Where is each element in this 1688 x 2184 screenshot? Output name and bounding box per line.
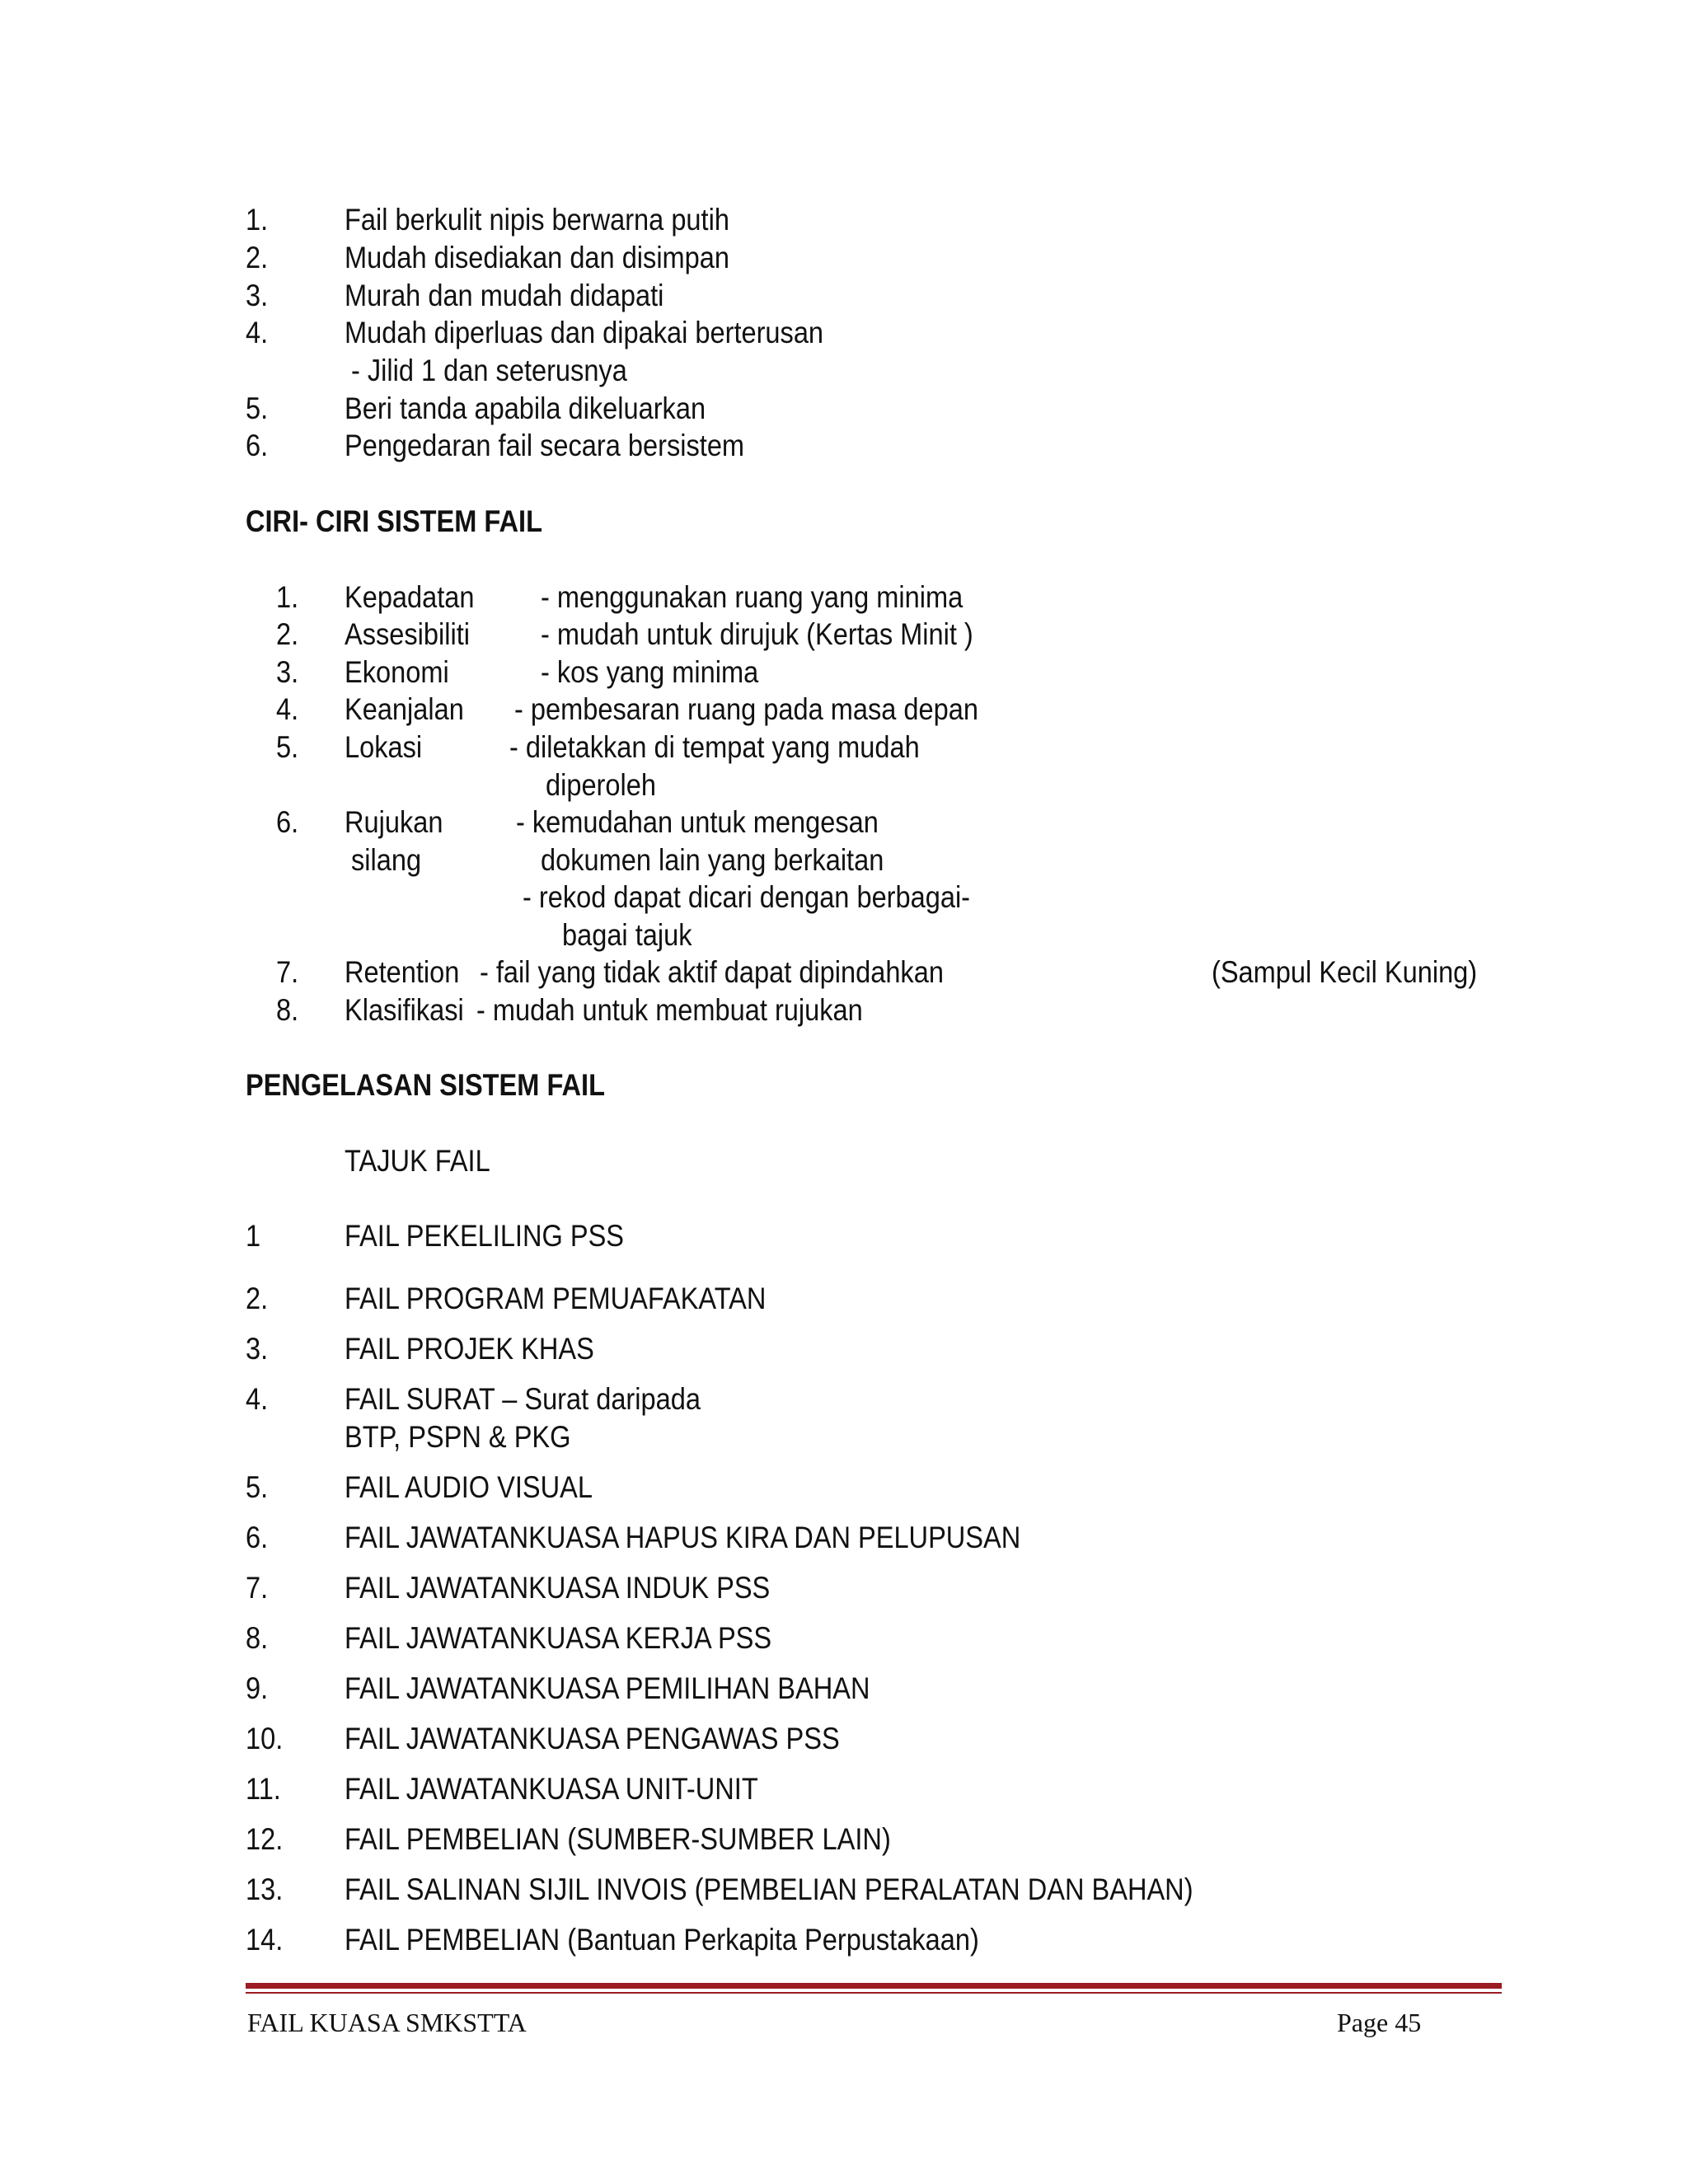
list-item-number: 2. xyxy=(246,1282,269,1315)
list-item: FAIL PROJEK KHAS xyxy=(345,1332,594,1366)
subheading-tajuk-fail: TAJUK FAIL xyxy=(345,1144,490,1178)
list-item: FAIL PROGRAM PEMUAFAKATAN xyxy=(345,1282,767,1315)
ciri-term: Keanjalan xyxy=(345,692,464,726)
ciri-desc-extra: - rekod dapat dicari dengan berbagai- xyxy=(523,880,971,914)
list-item: FAIL JAWATANKUASA KERJA PSS xyxy=(345,1621,772,1655)
ciri-desc: - mudah untuk dirujuk (Kertas Minit ) xyxy=(541,617,973,651)
ciri-term: Ekonomi xyxy=(345,655,449,689)
list-item-number: 7. xyxy=(276,955,299,989)
ciri-term: Assesibiliti xyxy=(345,617,470,651)
ciri-term-cont: silang xyxy=(351,843,422,877)
footer-rule-thick xyxy=(246,1983,1502,1989)
list-item-number: 4. xyxy=(246,1382,269,1416)
list-item-number: 1. xyxy=(276,580,299,614)
ciri-desc: - mudah untuk membuat rujukan xyxy=(476,993,863,1027)
list-item: Beri tanda apabila dikeluarkan xyxy=(345,391,706,425)
ciri-term: Kepadatan xyxy=(345,580,475,614)
list-item: FAIL JAWATANKUASA UNIT-UNIT xyxy=(345,1772,758,1806)
list-item-number: 5. xyxy=(276,730,299,764)
ciri-term: Retention xyxy=(345,955,460,989)
list-item-number: 3. xyxy=(246,1332,269,1366)
page-number: Page 45 xyxy=(1337,2008,1422,2037)
list-item-number: 8. xyxy=(276,993,299,1027)
ciri-desc: - kemudahan untuk mengesan xyxy=(516,805,879,839)
list-item-number: 7. xyxy=(246,1571,269,1605)
list-item: Fail berkulit nipis berwarna putih xyxy=(345,203,729,237)
ciri-desc-cont: bagai tajuk xyxy=(562,918,692,952)
list-item-number: 14. xyxy=(246,1923,284,1957)
list-item: FAIL AUDIO VISUAL xyxy=(345,1470,593,1504)
list-item: FAIL JAWATANKUASA INDUK PSS xyxy=(345,1571,771,1605)
list-item: Mudah disediakan dan disimpan xyxy=(345,241,730,274)
list-item: FAIL SALINAN SIJIL INVOIS (PEMBELIAN PERALATAN DAN BAHAN) xyxy=(345,1872,1193,1906)
list-item-number: 1 xyxy=(246,1219,261,1253)
list-item-number: 12. xyxy=(246,1822,284,1856)
list-item-number: 5. xyxy=(246,1470,269,1504)
list-item: FAIL PEMBELIAN (SUMBER-SUMBER LAIN) xyxy=(345,1822,891,1856)
ciri-desc: - fail yang tidak aktif dapat dipindahkan xyxy=(480,955,944,989)
footer-rule-thin xyxy=(246,1992,1502,1994)
list-item-number: 2. xyxy=(276,617,299,651)
list-item: Mudah diperluas dan dipakai berterusan xyxy=(345,316,824,349)
ciri-desc: - kos yang minima xyxy=(541,655,759,689)
list-item: FAIL JAWATANKUASA HAPUS KIRA DAN PELUPUSAN xyxy=(345,1521,1021,1554)
footer-title: FAIL KUASA SMKSTTA xyxy=(247,2008,527,2037)
ciri-term: Klasifikasi xyxy=(345,993,464,1027)
list-item: Pengedaran fail secara bersistem xyxy=(345,429,745,462)
list-item: FAIL SURAT – Surat daripada xyxy=(345,1382,701,1416)
ciri-desc: - diletakkan di tempat yang mudah xyxy=(509,730,920,764)
list-item-number: 9. xyxy=(246,1671,269,1705)
list-item-number: 4. xyxy=(276,692,299,726)
list-item-cont: BTP, PSPN & PKG xyxy=(345,1420,571,1454)
list-item-number: 10. xyxy=(246,1722,284,1755)
list-item-number: 4. xyxy=(246,316,269,349)
list-item-number: 5. xyxy=(246,391,269,425)
list-item-number: 3. xyxy=(246,279,269,312)
list-item: Murah dan mudah didapati xyxy=(345,279,664,312)
section-heading-ciri: CIRI- CIRI SISTEM FAIL xyxy=(246,504,542,538)
ciri-desc: - pembesaran ruang pada masa depan xyxy=(514,692,978,726)
list-item-number: 2. xyxy=(246,241,269,274)
ciri-note: (Sampul Kecil Kuning) xyxy=(1212,955,1478,989)
list-item: FAIL JAWATANKUASA PENGAWAS PSS xyxy=(345,1722,840,1755)
list-item-number: 6. xyxy=(246,1521,269,1554)
list-item-number: 6. xyxy=(276,805,299,839)
ciri-term: Rujukan xyxy=(345,805,443,839)
list-item: FAIL PEKELILING PSS xyxy=(345,1219,625,1253)
list-item-number: 1. xyxy=(246,203,269,237)
ciri-desc: - menggunakan ruang yang minima xyxy=(541,580,964,614)
list-item-number: 6. xyxy=(246,429,269,462)
ciri-term: Lokasi xyxy=(345,730,423,764)
list-item-number: 3. xyxy=(276,655,299,689)
list-item-number: 8. xyxy=(246,1621,269,1655)
list-item: FAIL JAWATANKUASA PEMILIHAN BAHAN xyxy=(345,1671,870,1705)
section-heading-pengelasan: PENGELASAN SISTEM FAIL xyxy=(246,1068,605,1102)
ciri-desc-cont: diperoleh xyxy=(546,768,656,802)
list-sub-item: - Jilid 1 dan seterusnya xyxy=(351,354,627,387)
list-item: FAIL PEMBELIAN (Bantuan Perkapita Perpustakaan) xyxy=(345,1923,979,1957)
ciri-desc-cont: dokumen lain yang berkaitan xyxy=(541,843,884,877)
list-item-number: 13. xyxy=(246,1872,284,1906)
list-item-number: 11. xyxy=(246,1772,281,1806)
